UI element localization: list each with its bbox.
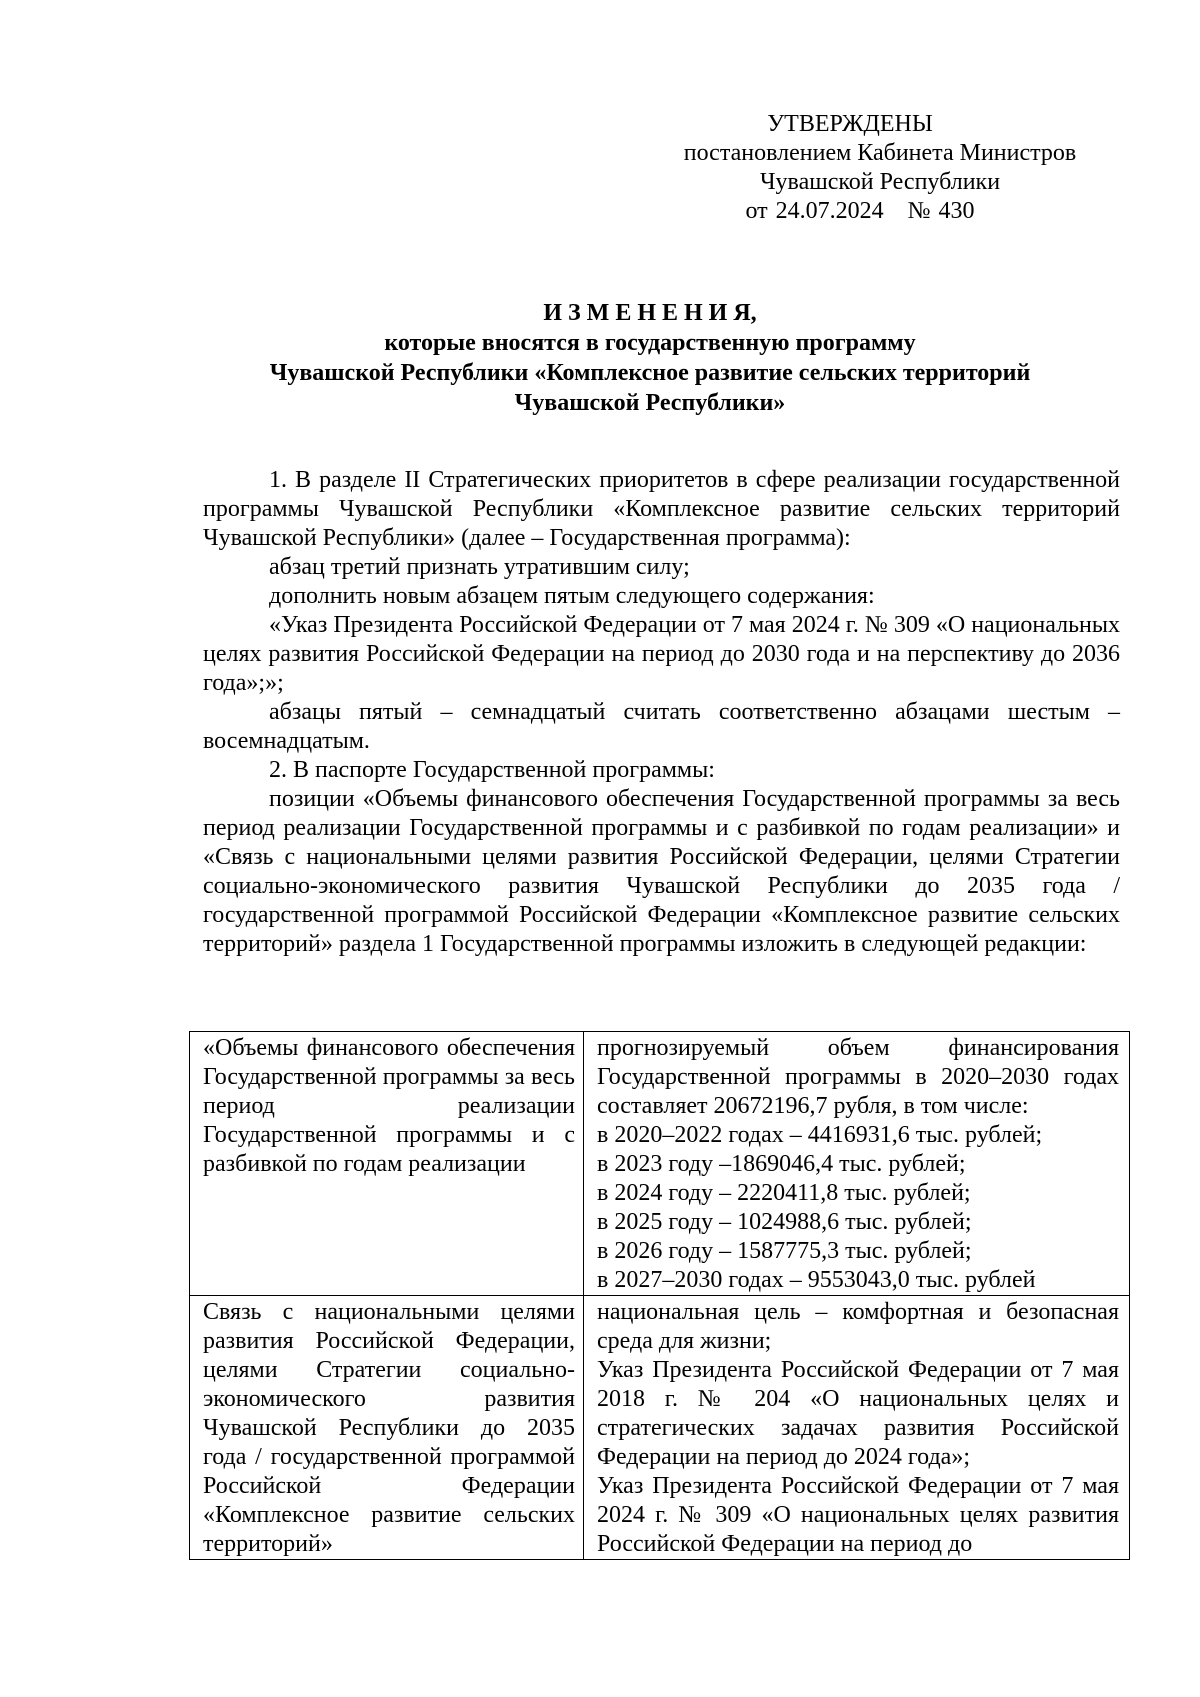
paragraph: абзацы пятый – семнадцатый считать соответственно абзацами шестым – восемнадцатым. [203,699,1120,754]
table-line: Указ Президента Российской Федерации от 7 мая 2018 г. № 204 «О национальных целях и стратегических задачах развития Российской Федерации на период до 2024 года»; [597,1357,1119,1470]
table-cell-value [584,1296,1130,1560]
table-line: в 2027–2030 годах – 9553043,0 тыс. рублей [597,1267,1036,1293]
table-line: в 2024 году – 2220411,8 тыс. рублей; [597,1180,971,1206]
table-cell-value [584,1032,1130,1296]
approval-line: постановлением Кабинета Министров [683,140,1077,166]
passport-table [189,1031,1130,1560]
heading-line: которые вносятся в государственную программу [384,330,916,356]
heading-title: И З М Е Н Е Н И Я, [543,300,757,326]
paragraph: «Указ Президента Российской Федерации от 7 мая 2024 г. № 309 «О национальных целях развития Российской Федерации на период до 2030 года и на перспективу до 2036 года»;»; [203,612,1120,696]
approval-stamp [640,110,1120,226]
table-line: в 2023 году –1869046,4 тыс. рублей; [597,1151,966,1177]
table-row [190,1032,1130,1296]
table-line: в 2020–2022 годах – 4416931,6 тыс. рублей; [597,1122,1043,1148]
paragraph: дополнить новым абзацем пятым следующего содержания: [269,583,875,609]
table-row [190,1296,1130,1560]
approval-line: Чувашской Республики [759,169,1001,195]
heading-line: Чувашской Республики «Комплексное развитие сельских территорий [269,360,1031,386]
approval-title: УТВЕРЖДЕНЫ [767,111,933,137]
table-line: в 2026 году – 1587775,3 тыс. рублей; [597,1238,972,1264]
table-line: Указ Президента Российской Федерации от 7 мая 2024 г. № 309 «О национальных целях развития Российской Федерации на период до [597,1473,1119,1557]
paragraph: 2. В паспорте Государственной программы: [269,757,715,783]
heading-line: Чувашской Республики» [514,390,786,416]
table-cell-label: «Объемы финансового обеспечения Государственной программы за весь период реализации Государственной программы и с разбивкой по годам реализации [190,1032,584,1296]
document-body [203,466,1120,959]
table-line: прогнозируемый объем финансирования Государственной программы в 2020–2030 годах составляет 20672196,7 рубля, в том числе: [597,1035,1119,1119]
table-line: в 2025 году – 1024988,6 тыс. рублей; [597,1209,972,1235]
paragraph: позиции «Объемы финансового обеспечения Государственной программы за весь период реализации Государственной программы и с разбивкой по годам реализации» и «Связь с национальными целями развития Российской Федерации, целями Стратегии социально-экономического развития Чувашской Республики до 2035 года / государственной программой Российской Федерации «Комплексное развитие сельских территорий» раздела 1 Государственной программы изложить в следующей редакции: [203,786,1120,957]
approval-date: от 24.07.2024 № 430 [745,198,975,224]
table-cell-label: Связь с национальными целями развития Российской Федерации, целями Стратегии социально-экономического развития Чувашской Республики до 2035 года / государственной программой Российской Федерации «Комплексное развитие сельских территорий» [190,1296,584,1560]
paragraph: 1. В разделе II Стратегических приоритетов в сфере реализации государственной программы Чувашской Республики «Комплексное развитие сельских территорий Чувашской Республики» (далее – Государственная программа): [203,467,1120,551]
table-line: национальная цель – комфортная и безопасная среда для жизни; [597,1299,1119,1354]
paragraph: абзац третий признать утратившим силу; [269,554,690,580]
document-heading [200,298,1100,418]
